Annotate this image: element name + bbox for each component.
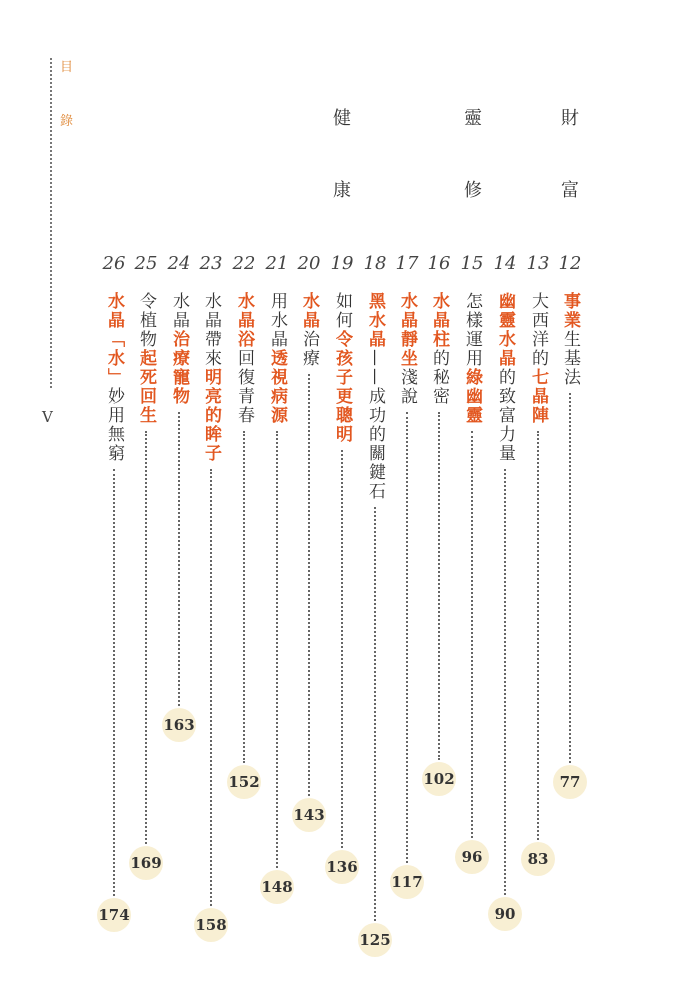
page-folio: V <box>42 408 53 426</box>
entry-title-highlight: 起死回生 <box>136 349 156 425</box>
toc-entry[interactable] <box>262 250 292 425</box>
entry-number: 26 <box>102 253 126 274</box>
entry-title-text: ——成功的關鍵石 <box>365 349 385 501</box>
page-number-badge[interactable]: 117 <box>390 865 424 899</box>
entry-title-highlight: 明亮的眸子 <box>201 368 221 463</box>
entry-title <box>233 292 255 425</box>
entry-title-text: 大西洋的 <box>528 292 548 368</box>
entry-number: 16 <box>427 253 451 274</box>
page-number-badge[interactable]: 169 <box>129 846 163 880</box>
dotted-leader <box>471 431 473 838</box>
entry-title <box>364 292 386 501</box>
page-number-badge[interactable]: 158 <box>194 908 228 942</box>
page-number-badge[interactable]: 83 <box>521 842 555 876</box>
toc-entry[interactable] <box>555 250 585 387</box>
section-head-spiritual-2: 修 <box>464 180 482 201</box>
page-number-badge[interactable]: 136 <box>325 850 359 884</box>
entry-title-text: 的致富力量 <box>495 368 515 463</box>
entry-title-highlight: 事業 <box>560 292 580 330</box>
toc-entry[interactable] <box>424 250 454 406</box>
entry-number: 22 <box>232 253 256 274</box>
toc-entry[interactable] <box>457 250 487 425</box>
entry-title-text: 妙用無窮 <box>104 387 124 463</box>
entry-title-text: 水晶帶來 <box>201 292 221 368</box>
entry-title <box>135 292 157 425</box>
entry-title-text: 淺說 <box>397 368 417 406</box>
sidebar-label-mu: 目 <box>60 60 74 75</box>
toc-entry[interactable] <box>392 250 422 406</box>
section-head-spiritual-1: 靈 <box>464 108 482 129</box>
page-number-badge[interactable]: 102 <box>422 762 456 796</box>
entry-number: 13 <box>526 253 550 274</box>
section-head-health-2: 康 <box>333 180 351 201</box>
section-head-wealth-1: 財 <box>561 108 579 129</box>
toc-entry[interactable] <box>131 250 161 425</box>
dotted-leader <box>438 412 440 760</box>
toc-entry[interactable] <box>99 250 129 463</box>
section-head-wealth-2: 富 <box>561 180 579 201</box>
entry-title <box>168 292 190 406</box>
entry-number: 21 <box>265 253 289 274</box>
page-number-badge[interactable]: 174 <box>97 898 131 932</box>
dotted-leader <box>569 393 571 763</box>
entry-title-highlight: 七晶陣 <box>528 368 548 425</box>
toc-entry[interactable] <box>360 250 390 501</box>
dotted-leader <box>504 469 506 895</box>
entry-number: 24 <box>167 253 191 274</box>
toc-entry[interactable] <box>327 250 357 444</box>
page-number-badge[interactable]: 163 <box>162 708 196 742</box>
entry-title-text: 治療 <box>299 330 319 368</box>
entry-title-highlight: 水晶浴 <box>234 292 254 349</box>
entry-title <box>559 292 581 387</box>
dotted-leader <box>145 431 147 844</box>
section-head-health-1: 健 <box>333 108 351 129</box>
entry-title-highlight: 治療寵物 <box>169 330 189 406</box>
entry-title-highlight: 水晶靜坐 <box>397 292 417 368</box>
entry-title-text: 的秘密 <box>429 349 449 406</box>
toc-entry[interactable] <box>229 250 259 425</box>
toc-entry[interactable] <box>294 250 324 368</box>
toc-entry[interactable] <box>164 250 194 406</box>
entry-number: 18 <box>363 253 387 274</box>
entry-title <box>298 292 320 368</box>
entry-number: 14 <box>493 253 517 274</box>
entry-number: 20 <box>297 253 321 274</box>
page-number-badge[interactable]: 77 <box>553 765 587 799</box>
dotted-leader <box>374 507 376 921</box>
toc-entry[interactable] <box>196 250 226 463</box>
entry-title-highlight: 令孩子更聰明 <box>332 330 352 444</box>
sidebar-label-lu: 錄 <box>60 114 74 129</box>
entry-title-highlight: 黑水晶 <box>365 292 385 349</box>
entry-title-text: 生基法 <box>560 330 580 387</box>
entry-title <box>200 292 222 463</box>
page-number-badge[interactable]: 148 <box>260 870 294 904</box>
toc-entry[interactable] <box>523 250 553 425</box>
entry-title <box>396 292 418 406</box>
entry-number: 15 <box>460 253 484 274</box>
entry-number: 17 <box>395 253 419 274</box>
entry-number: 12 <box>558 253 582 274</box>
entry-title-highlight: 水晶柱 <box>429 292 449 349</box>
entry-title <box>527 292 549 425</box>
entry-title <box>266 292 288 425</box>
entry-title-text: 如何 <box>332 292 352 330</box>
dotted-leader <box>341 450 343 848</box>
entry-title-highlight: 水晶 <box>299 292 319 330</box>
entry-title-highlight: 水晶「水」 <box>104 292 124 387</box>
entry-title <box>461 292 483 425</box>
page-number-badge[interactable]: 152 <box>227 765 261 799</box>
entry-title-highlight: 透視病源 <box>267 349 287 425</box>
entry-title <box>494 292 516 463</box>
entry-title-highlight: 綠幽靈 <box>462 368 482 425</box>
entry-number: 23 <box>199 253 223 274</box>
margin-dotted-rule <box>50 58 52 388</box>
dotted-leader <box>178 412 180 706</box>
entry-title <box>428 292 450 406</box>
entry-title <box>103 292 125 463</box>
dotted-leader <box>308 374 310 796</box>
dotted-leader <box>113 469 115 896</box>
entry-title-text: 怎樣運用 <box>462 292 482 368</box>
dotted-leader <box>276 431 278 868</box>
entry-number: 19 <box>330 253 354 274</box>
page-number-badge[interactable]: 96 <box>455 840 489 874</box>
dotted-leader <box>406 412 408 863</box>
entry-title-highlight: 幽靈水晶 <box>495 292 515 368</box>
dotted-leader <box>210 469 212 906</box>
toc-entry[interactable] <box>490 250 520 463</box>
entry-title-text: 回復青春 <box>234 349 254 425</box>
entry-title-text: 用水晶 <box>267 292 287 349</box>
page-number-badge[interactable]: 90 <box>488 897 522 931</box>
page-number-badge[interactable]: 125 <box>358 923 392 957</box>
page-number-badge[interactable]: 143 <box>292 798 326 832</box>
dotted-leader <box>537 431 539 840</box>
entry-title <box>331 292 353 444</box>
dotted-leader <box>243 431 245 763</box>
entry-title-text: 水晶 <box>169 292 189 330</box>
entry-number: 25 <box>134 253 158 274</box>
entry-title-text: 令植物 <box>136 292 156 349</box>
